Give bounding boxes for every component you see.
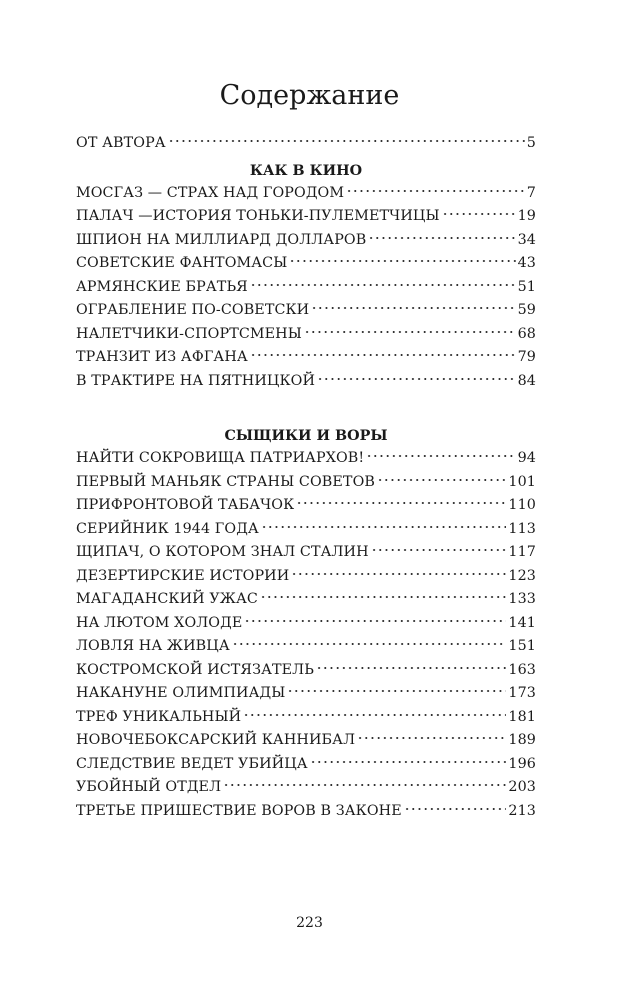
- dot-leader: [311, 296, 515, 310]
- toc-entry-title: ДЕЗЕРТИРСКИЕ ИСТОРИИ: [76, 567, 290, 584]
- toc-entry-page: 79: [517, 349, 536, 366]
- dot-leader: [261, 515, 507, 529]
- toc-entry-page: 173: [508, 685, 536, 702]
- toc-entry-title: ОТ АВТОРА: [76, 135, 166, 152]
- toc-entry-title: ТРАНЗИТ ИЗ АФГАНА: [76, 349, 248, 366]
- toc-entry-page: 43: [517, 255, 536, 272]
- dot-leader: [310, 750, 507, 764]
- dot-leader: [377, 468, 506, 482]
- toc-entry-page: 117: [508, 544, 536, 561]
- dot-leader: [371, 538, 507, 552]
- toc-entry-page: 84: [517, 372, 536, 389]
- toc-entry-page: 7: [526, 184, 536, 201]
- section-heading: КАК В КИНО: [249, 162, 363, 179]
- dot-leader: [442, 202, 516, 216]
- dot-leader: [168, 129, 525, 143]
- toc-entry-title: АРМЯНСКИЕ БРАТЬЯ: [76, 278, 248, 295]
- toc-entry-page: 110: [508, 497, 536, 514]
- section-gap: [76, 394, 536, 422]
- toc-entry-page: 163: [508, 661, 536, 678]
- dot-leader: [223, 773, 506, 787]
- dot-leader: [289, 249, 515, 263]
- toc-entry-page: 113: [508, 520, 536, 537]
- dot-leader: [404, 797, 507, 811]
- toc-entry-title: НАКАНУНЕ ОЛИМПИАДЫ: [76, 685, 286, 702]
- dot-leader: [244, 609, 506, 623]
- toc-entry-title: ТРЕТЬЕ ПРИШЕСТВИЕ ВОРОВ В ЗАКОНЕ: [76, 802, 402, 819]
- toc-entry-title: УБОЙНЫЙ ОТДЕЛ: [76, 779, 222, 796]
- toc-entry-title: НА ЛЮТОМ ХОЛОДЕ: [76, 614, 243, 631]
- toc-entry-page: 101: [508, 473, 536, 490]
- table-of-contents: [76, 133, 536, 824]
- dot-leader: [304, 320, 516, 334]
- toc-entry-page: 5: [526, 135, 536, 152]
- toc-entry: [76, 801, 536, 825]
- dot-leader: [368, 226, 515, 240]
- toc-entry-title: МОСГАЗ — СТРАХ НАД ГОРОДОМ: [76, 184, 345, 201]
- dot-leader: [366, 444, 515, 458]
- dot-leader: [232, 632, 507, 646]
- dot-leader: [316, 656, 506, 670]
- toc-entry-page: 94: [517, 450, 536, 467]
- toc-entry-page: 213: [508, 802, 536, 819]
- toc-entry-title: ТРЕФ УНИКАЛЬНЫЙ: [76, 708, 242, 725]
- toc-entry-page: 189: [508, 732, 536, 749]
- dot-leader: [357, 726, 506, 740]
- toc-entry-title: ПРИФРОНТОВОЙ ТАБАЧОК: [76, 497, 295, 514]
- dot-leader: [296, 491, 506, 505]
- dot-leader: [250, 273, 516, 287]
- toc-entry-page: 34: [517, 231, 536, 248]
- dot-leader: [287, 679, 506, 693]
- toc-entry-title: ПЕРВЫЙ МАНЬЯК СТРАНЫ СОВЕТОВ: [76, 473, 375, 490]
- toc-entry-title: НОВОЧЕБОКСАРСКИЙ КАННИБАЛ: [76, 732, 356, 749]
- toc-entry-title: ЛОВЛЯ НА ЖИВЦА: [76, 638, 230, 655]
- toc-entry: [76, 133, 536, 157]
- toc-entry-page: 19: [517, 208, 536, 225]
- toc-entry-title: ПАЛАЧ —ИСТОРИЯ ТОНЬКИ-ПУЛЕМЕТЧИЦЫ: [76, 208, 440, 225]
- toc-entry-title: КОСТРОМСКОЙ ИСТЯЗАТЕЛЬ: [76, 661, 314, 678]
- dot-leader: [346, 179, 525, 193]
- toc-entry-page: 123: [508, 567, 536, 584]
- section-heading: СЫЩИКИ И ВОРЫ: [224, 428, 388, 444]
- dot-leader: [317, 367, 516, 381]
- toc-entry-page: 59: [517, 302, 536, 319]
- toc-entry-title: В ТРАКТИРЕ НА ПЯТНИЦКОЙ: [76, 372, 316, 389]
- dot-leader: [260, 585, 506, 599]
- toc-entry-title: МАГАДАНСКИЙ УЖАС: [76, 591, 258, 608]
- toc-entry-title: НАЙТИ СОКРОВИЩА ПАТРИАРХОВ!: [76, 450, 365, 467]
- toc-entry-page: 203: [508, 779, 536, 796]
- toc-entry-page: 196: [508, 755, 536, 772]
- toc-entry-page: 151: [508, 638, 536, 655]
- toc-entry-title: СЕРИЙНИК 1944 ГОДА: [76, 520, 259, 537]
- toc-entry-page: 181: [508, 708, 536, 725]
- toc-entry-title: НАЛЕТЧИКИ-СПОРТСМЕНЫ: [76, 325, 302, 342]
- toc-entry: [76, 371, 536, 395]
- dot-leader: [243, 703, 506, 717]
- toc-entry-page: 141: [508, 614, 536, 631]
- toc-entry-title: ШПИОН НА МИЛЛИАРД ДОЛЛАРОВ: [76, 231, 367, 248]
- toc-entry-title: СЛЕДСТВИЕ ВЕДЕТ УБИЙЦА: [76, 755, 308, 772]
- dot-leader: [291, 562, 506, 576]
- toc-entry-page: 68: [517, 325, 536, 342]
- toc-entry-title: СОВЕТСКИЕ ФАНТОМАСЫ: [76, 255, 288, 272]
- toc-entry-title: ОГРАБЛЕНИЕ ПО-СОВЕТСКИ: [76, 302, 310, 319]
- page-title: Содержание: [219, 80, 400, 111]
- toc-entry-page: 133: [508, 591, 536, 608]
- page-number: 223: [296, 915, 323, 931]
- toc-entry-page: 51: [517, 278, 536, 295]
- toc-entry-title: ЩИПАЧ, О КОТОРОМ ЗНАЛ СТАЛИН: [76, 544, 369, 561]
- dot-leader: [250, 343, 516, 357]
